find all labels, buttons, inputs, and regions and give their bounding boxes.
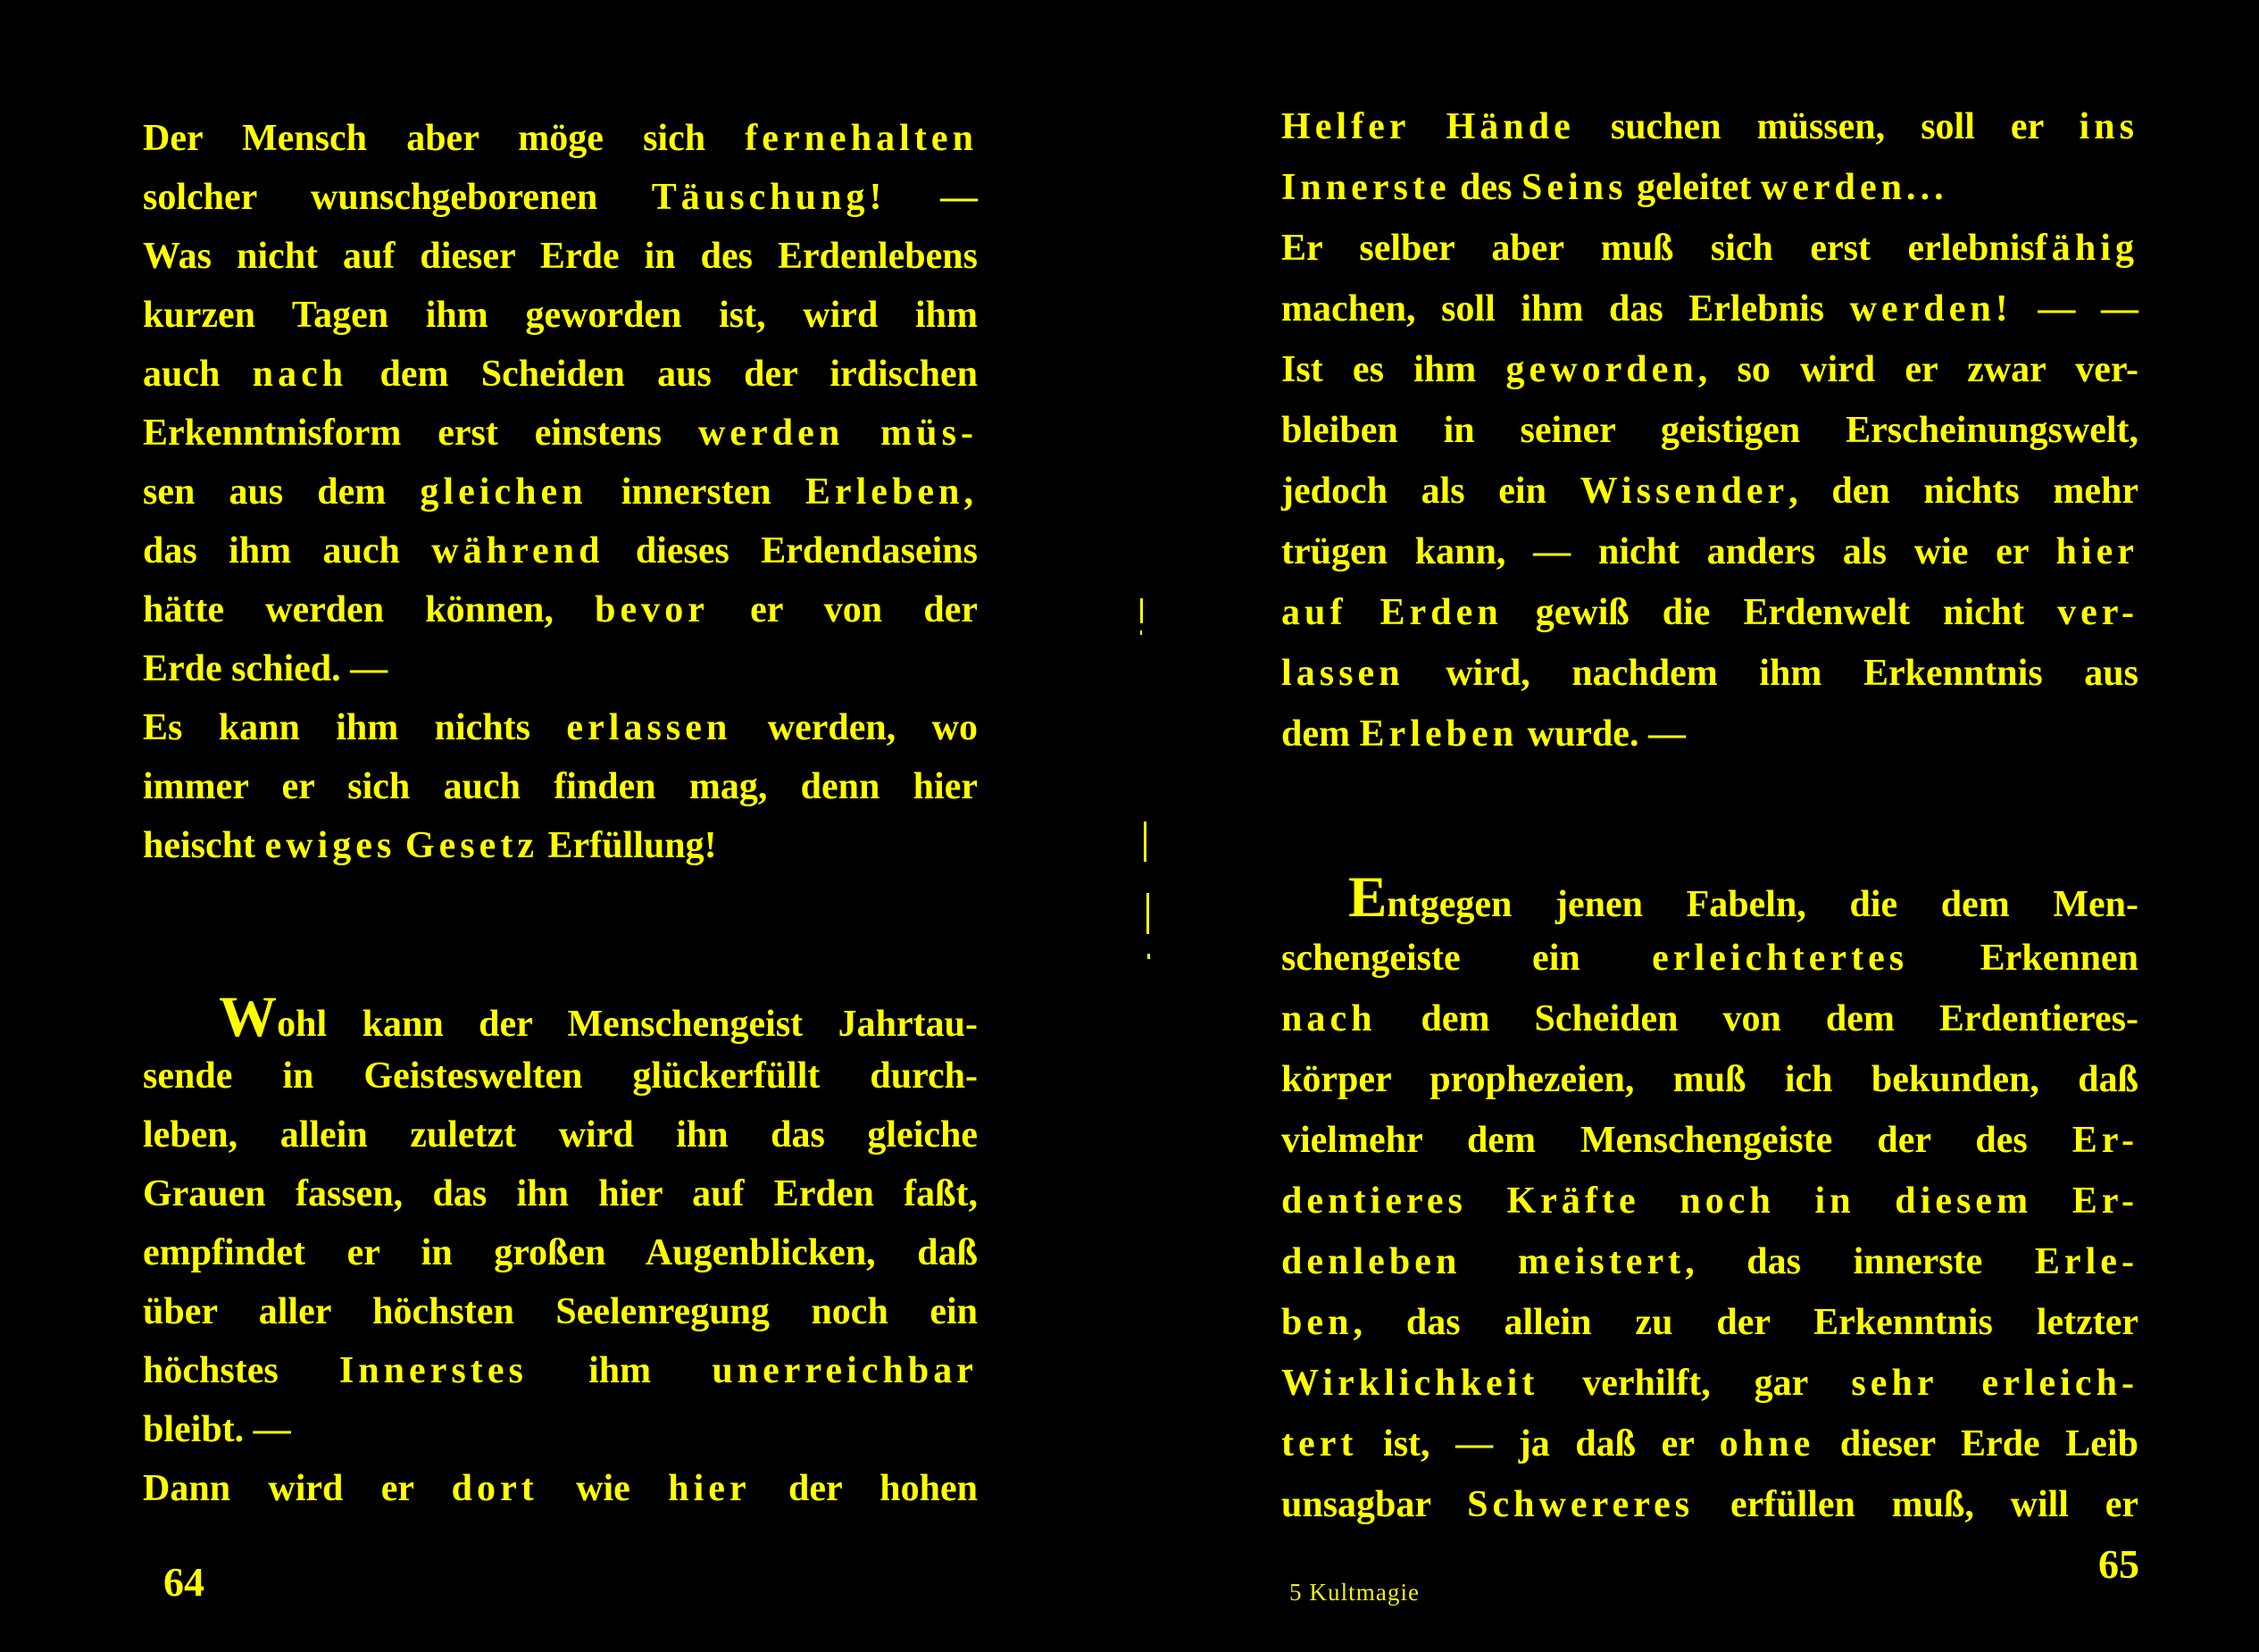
text-segment: leben, allein zuletzt wird ihn das gleiche	[143, 1114, 978, 1156]
text-line	[143, 1400, 978, 1459]
text-segment: das ihm auch	[143, 530, 432, 572]
text-line	[143, 698, 978, 757]
text-segment: verhilft, gar	[1538, 1363, 1852, 1404]
text-segment: innersten	[587, 471, 805, 513]
text-segment	[844, 413, 880, 454]
text-segment: vielmehr dem Menschengeiste der des	[1281, 1120, 2072, 1161]
text-segment: Er selber aber muß sich erst erlebnis	[1281, 228, 2035, 269]
letterspaced-text: Helfer	[1281, 106, 1411, 147]
letterspaced-text: denleben meistert	[1281, 1241, 1686, 1282]
letterspaced-text: müs-	[880, 413, 978, 454]
text-segment: dieser Erde Leib	[1814, 1423, 2138, 1464]
text-segment: werden, wo	[731, 707, 978, 748]
letterspaced-text: Er-	[2071, 1120, 2138, 1161]
text-line	[143, 1223, 978, 1282]
letterspaced-text: ins	[2079, 106, 2139, 147]
letterspaced-text: dentieres Kräfte noch in diesem Er-	[1281, 1181, 2138, 1222]
initial-capital: E	[1348, 865, 1388, 930]
letterspaced-text: erlassen	[566, 707, 732, 748]
text-line	[1281, 643, 2138, 704]
text-segment: suchen müssen, soll er	[1574, 106, 2080, 147]
letterspaced-text: sehr	[1851, 1363, 1938, 1404]
letterspaced-text: Wirklichkeit	[1281, 1363, 1539, 1404]
letterspaced-text: Erleben	[1359, 713, 1519, 755]
text-line	[143, 816, 978, 875]
text-line	[143, 1047, 978, 1106]
text-line	[143, 580, 978, 639]
text-segment: höchstes	[143, 1350, 339, 1391]
text-segment: Grauen fassen, das ihn hier auf Erden faßt,	[143, 1173, 978, 1214]
text-line	[1281, 1231, 2138, 1292]
letterspaced-text: tert	[1281, 1423, 1358, 1464]
text-segment: immer er sich auch finden mag, denn hier	[143, 766, 978, 807]
text-line	[1281, 1474, 2138, 1535]
text-line	[143, 1282, 978, 1341]
text-segment: Erfüllung!	[538, 825, 717, 866]
text-segment	[396, 825, 405, 866]
letterspaced-text: Innerstes	[338, 1350, 528, 1391]
letterspaced-text: Hände	[1446, 106, 1575, 147]
page-number-right: 65	[2098, 1541, 2139, 1587]
text-segment: sende in Geisteswelten glückerfüllt durch-	[143, 1055, 978, 1097]
text-line	[1281, 218, 2138, 279]
letterspaced-text: bevor	[595, 589, 709, 630]
text-segment: dem Scheiden von dem Erdentieres-	[1376, 998, 2138, 1039]
initial-capital: W	[219, 985, 278, 1049]
text-segment: empfindet er in großen Augenblicken, daß	[143, 1232, 978, 1273]
text-line	[1281, 521, 2138, 582]
text-segment: Dann wird er	[143, 1468, 452, 1509]
text-line	[143, 1164, 978, 1223]
text-segment: unsagbar	[1281, 1484, 1468, 1525]
text-segment: über aller höchsten Seelenregung noch ein	[143, 1291, 978, 1332]
signature-mark: 5 Kultmagie	[1289, 1579, 1421, 1606]
letterspaced-text: lassen	[1281, 653, 1405, 694]
right-page-text	[1281, 96, 2138, 1535]
left-page-text	[143, 109, 978, 1518]
scan-artifact	[1140, 630, 1142, 635]
text-segment: auch	[143, 354, 253, 395]
text-line	[1281, 157, 2138, 218]
text-segment: dem	[1281, 713, 1360, 755]
text-line	[143, 1341, 978, 1400]
text-line	[143, 639, 978, 698]
text-line	[143, 286, 978, 345]
text-line	[143, 404, 978, 463]
text-line	[143, 1106, 978, 1164]
text-line	[143, 109, 978, 168]
scan-artifact	[1144, 822, 1146, 862]
text-segment: trügen kann, — nicht anders als wie er	[1281, 531, 2056, 572]
text-segment: geleitet	[1627, 167, 1761, 208]
letterspaced-text: Innerste	[1281, 167, 1451, 208]
text-segment: , den nichts mehr	[1788, 471, 2138, 512]
text-segment: bleibt. —	[143, 1409, 291, 1450]
text-segment: kurzen Tagen ihm geworden ist, wird ihm	[143, 295, 978, 336]
text-segment: machen, soll ihm das Erlebnis	[1281, 288, 1850, 330]
text-line	[1281, 1171, 2138, 1231]
text-line	[143, 345, 978, 404]
text-segment: solcher wunschgeborenen	[143, 177, 652, 218]
text-segment	[1938, 1363, 1982, 1404]
text-segment: der hohen	[750, 1468, 978, 1509]
text-segment: schengeiste ein	[1281, 938, 1653, 979]
text-segment: ntgegen jenen Fabeln, die dem Men-	[1387, 884, 2138, 925]
text-segment: wird, nachdem ihm Erkenntnis aus	[1404, 653, 2138, 694]
letterspaced-text: ewiges	[264, 825, 396, 866]
text-segment: sen aus dem	[143, 471, 421, 513]
text-segment: —	[886, 177, 978, 218]
letterspaced-text: unerreichbar	[712, 1350, 978, 1391]
letterspaced-text: fähig	[2034, 228, 2138, 269]
text-segment: bleiben in seiner geistigen Erscheinungswelt,	[1281, 410, 2138, 451]
text-segment: des	[1450, 167, 1521, 208]
letterspaced-text: dort	[451, 1468, 538, 1509]
text-line	[143, 985, 978, 1049]
text-line	[143, 463, 978, 521]
letterspaced-text: Wissender	[1580, 471, 1789, 512]
text-segment: , so wird er zwar ver-	[1697, 349, 2138, 390]
text-segment: erfüllen muß, will er	[1694, 1484, 2138, 1525]
text-line	[1281, 1049, 2138, 1110]
text-segment: gewiß die Erdenwelt nicht	[1502, 592, 2058, 633]
text-line	[1281, 339, 2138, 400]
text-segment: ihm	[527, 1350, 713, 1391]
text-line	[1281, 989, 2138, 1049]
text-segment: er von der	[708, 589, 978, 630]
letterspaced-text: hier	[2055, 531, 2138, 572]
letterspaced-text: nach	[1281, 998, 1377, 1039]
text-segment: Was nicht auf dieser Erde in des Erdenlebens	[143, 236, 978, 277]
text-line	[1281, 1292, 2138, 1353]
text-segment: körper prophezeien, muß ich bekunden, daß	[1281, 1059, 2138, 1100]
letterspaced-text: Erle-	[2034, 1241, 2138, 1282]
text-line	[1281, 1414, 2138, 1474]
text-segment	[1411, 106, 1446, 147]
letterspaced-text: werden...	[1760, 167, 1948, 208]
letterspaced-text: Gesetz	[404, 825, 539, 866]
text-line	[1281, 928, 2138, 989]
text-segment: hätte werden können,	[143, 589, 596, 630]
letterspaced-text: Täuschung!	[651, 177, 887, 218]
paragraph	[1281, 867, 2138, 1535]
letterspaced-text: während	[431, 530, 604, 572]
page-number-left: 64	[163, 1559, 204, 1605]
letterspaced-text: Erleben,	[804, 471, 978, 513]
text-segment: Ist es ihm	[1281, 349, 1506, 390]
paragraph	[143, 109, 978, 875]
text-segment: ist, — ja daß er	[1357, 1423, 1720, 1464]
text-line	[1281, 867, 2138, 928]
letterspaced-text: ben	[1281, 1302, 1354, 1343]
paragraph	[143, 985, 978, 1518]
text-segment	[1346, 592, 1380, 633]
letterspaced-text: erleich-	[1981, 1363, 2138, 1404]
text-line	[143, 227, 978, 286]
text-line	[1281, 582, 2138, 643]
text-segment: dem Scheiden aus der irdischen	[347, 354, 978, 395]
text-line	[1281, 96, 2138, 157]
text-segment: Erde schied. —	[143, 648, 388, 689]
letterspaced-text: werden!	[1849, 288, 2013, 330]
letterspaced-text: Seins	[1521, 167, 1628, 208]
letterspaced-text: fernehalten	[745, 118, 978, 159]
letterspaced-text: werden	[698, 413, 845, 454]
letterspaced-text: Erden	[1380, 592, 1503, 633]
text-line	[143, 1459, 978, 1518]
letterspaced-text: nach	[252, 354, 348, 395]
text-line	[1281, 1353, 2138, 1414]
text-line	[143, 757, 978, 816]
letterspaced-text: erleichtertes	[1652, 938, 1909, 979]
text-segment: , das innerste	[1685, 1241, 2035, 1282]
text-segment: jedoch als ein	[1281, 471, 1580, 512]
text-line	[1281, 461, 2138, 521]
text-segment: wurde. —	[1518, 713, 1686, 755]
text-segment: — —	[2012, 288, 2138, 330]
scan-artifact	[1147, 954, 1150, 959]
paragraph	[1281, 96, 2138, 764]
text-segment: dieses Erdendaseins	[604, 530, 979, 572]
text-segment: , das allein zu der Erkenntnis letzter	[1353, 1302, 2138, 1343]
text-segment: Es kann ihm nichts	[143, 707, 567, 748]
text-line	[1281, 400, 2138, 461]
text-line	[1281, 704, 2138, 764]
letterspaced-text: geworden	[1505, 349, 1698, 390]
text-line	[1281, 1110, 2138, 1171]
letterspaced-text: hier	[668, 1468, 751, 1509]
text-segment: ohl kann der Menschengeist Jahrtau-	[277, 1004, 978, 1045]
letterspaced-text: ohne	[1719, 1423, 1815, 1464]
text-line	[143, 521, 978, 580]
text-segment: heischt	[143, 825, 265, 866]
text-line	[1281, 279, 2138, 339]
text-segment: Erkenntnisform erst einstens	[143, 413, 699, 454]
letterspaced-text: gleichen	[420, 471, 588, 513]
text-line	[143, 168, 978, 227]
text-segment: Der Mensch aber möge sich	[143, 118, 746, 159]
scan-artifact	[1146, 893, 1149, 934]
letterspaced-text: auf	[1281, 592, 1347, 633]
letterspaced-text: ver-	[2057, 592, 2139, 633]
text-segment: wie	[538, 1468, 669, 1509]
scan-artifact	[1140, 598, 1143, 623]
letterspaced-text: Schwereres	[1467, 1484, 1695, 1525]
text-segment: Erkennen	[1908, 938, 2139, 979]
